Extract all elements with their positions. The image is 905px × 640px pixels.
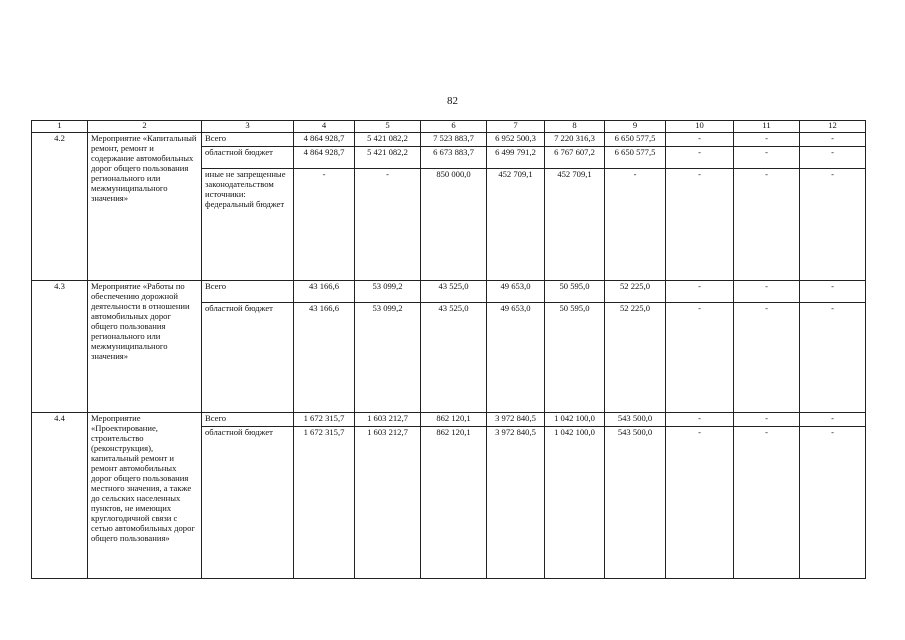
column-header: 10: [666, 121, 734, 133]
value-cell: -: [666, 281, 734, 303]
value-cell: -: [734, 133, 800, 147]
value-cell: 1 672 315,7: [294, 413, 355, 427]
section-title: Мероприятие «Проектирование, строительство (реконструкция), капитальный ремонт и ремонт автомобильных дорог общего пользования местного значения, а также до сельских населенных пунктов, не имеющих круглогодичной связи с сетью автомобильных дорог общего пользования»: [88, 413, 202, 579]
value-cell: 53 099,2: [355, 303, 421, 413]
value-cell: -: [605, 169, 666, 281]
value-cell: 4 864 928,7: [294, 133, 355, 147]
value-cell: -: [666, 169, 734, 281]
value-cell: 43 525,0: [421, 281, 487, 303]
value-cell: 52 225,0: [605, 303, 666, 413]
value-cell: 1 042 100,0: [545, 427, 605, 579]
value-cell: 862 120,1: [421, 413, 487, 427]
value-cell: -: [800, 147, 866, 169]
value-cell: 3 972 840,5: [487, 413, 545, 427]
value-cell: -: [666, 427, 734, 579]
value-cell: -: [734, 147, 800, 169]
column-header: 12: [800, 121, 866, 133]
value-cell: 1 603 212,7: [355, 413, 421, 427]
value-cell: -: [800, 413, 866, 427]
column-header: 6: [421, 121, 487, 133]
value-cell: -: [734, 427, 800, 579]
table-row: [32, 133, 866, 147]
column-header: 1: [32, 121, 88, 133]
column-header: 8: [545, 121, 605, 133]
value-cell: -: [800, 169, 866, 281]
table-row: [32, 281, 866, 303]
column-number-row: [32, 121, 866, 133]
section-id: 4.4: [32, 413, 88, 579]
value-cell: -: [800, 281, 866, 303]
value-cell: -: [294, 169, 355, 281]
value-cell: 543 500,0: [605, 413, 666, 427]
value-cell: 6 952 500,3: [487, 133, 545, 147]
value-cell: 1 042 100,0: [545, 413, 605, 427]
value-cell: 43 525,0: [421, 303, 487, 413]
value-cell: 6 499 791,2: [487, 147, 545, 169]
value-cell: 850 000,0: [421, 169, 487, 281]
value-cell: 43 166,6: [294, 303, 355, 413]
column-header: 3: [202, 121, 294, 133]
value-cell: 1 672 315,7: [294, 427, 355, 579]
value-cell: -: [355, 169, 421, 281]
section-id: 4.3: [32, 281, 88, 413]
column-header: 2: [88, 121, 202, 133]
value-cell: -: [734, 413, 800, 427]
value-cell: 49 653,0: [487, 303, 545, 413]
value-cell: 49 653,0: [487, 281, 545, 303]
value-cell: -: [800, 427, 866, 579]
value-cell: 6 673 883,7: [421, 147, 487, 169]
value-cell: 543 500,0: [605, 427, 666, 579]
value-cell: -: [800, 133, 866, 147]
value-cell: 452 709,1: [545, 169, 605, 281]
value-cell: 5 421 082,2: [355, 133, 421, 147]
funding-source: областной бюджет: [202, 303, 294, 413]
value-cell: 5 421 082,2: [355, 147, 421, 169]
value-cell: 50 595,0: [545, 303, 605, 413]
funding-source: Всего: [202, 133, 294, 147]
value-cell: 6 767 607,2: [545, 147, 605, 169]
value-cell: 452 709,1: [487, 169, 545, 281]
value-cell: -: [734, 169, 800, 281]
value-cell: 7 523 883,7: [421, 133, 487, 147]
value-cell: -: [734, 303, 800, 413]
value-cell: 1 603 212,7: [355, 427, 421, 579]
value-cell: -: [666, 413, 734, 427]
value-cell: 52 225,0: [605, 281, 666, 303]
funding-source: Всего: [202, 281, 294, 303]
section-title: Мероприятие «Капитальный ремонт, ремонт и содержание автомобильных дорог общего пользования регионального или межмуниципального значения»: [88, 133, 202, 281]
section-title: Мероприятие «Работы по обеспечению дорожной деятельности в отношении автомобильных дорог общего пользования регионального или межмуниципального значения»: [88, 281, 202, 413]
value-cell: -: [800, 303, 866, 413]
page-number: 82: [447, 95, 458, 107]
column-header: 5: [355, 121, 421, 133]
funding-source: областной бюджет: [202, 147, 294, 169]
funding-source: областной бюджет: [202, 427, 294, 579]
value-cell: -: [666, 133, 734, 147]
value-cell: -: [666, 303, 734, 413]
value-cell: -: [666, 147, 734, 169]
value-cell: 4 864 928,7: [294, 147, 355, 169]
table-row: [32, 413, 866, 427]
program-funding-table: [31, 120, 866, 579]
column-header: 9: [605, 121, 666, 133]
value-cell: 50 595,0: [545, 281, 605, 303]
value-cell: 43 166,6: [294, 281, 355, 303]
value-cell: 7 220 316,3: [545, 133, 605, 147]
funding-source: Всего: [202, 413, 294, 427]
section-id: 4.2: [32, 133, 88, 281]
value-cell: 6 650 577,5: [605, 133, 666, 147]
value-cell: 3 972 840,5: [487, 427, 545, 579]
column-header: 11: [734, 121, 800, 133]
column-header: 4: [294, 121, 355, 133]
value-cell: 53 099,2: [355, 281, 421, 303]
funding-source: иные не запрещенные законодательством источники: федеральный бюджет: [202, 169, 294, 281]
value-cell: 6 650 577,5: [605, 147, 666, 169]
value-cell: 862 120,1: [421, 427, 487, 579]
value-cell: -: [734, 281, 800, 303]
column-header: 7: [487, 121, 545, 133]
